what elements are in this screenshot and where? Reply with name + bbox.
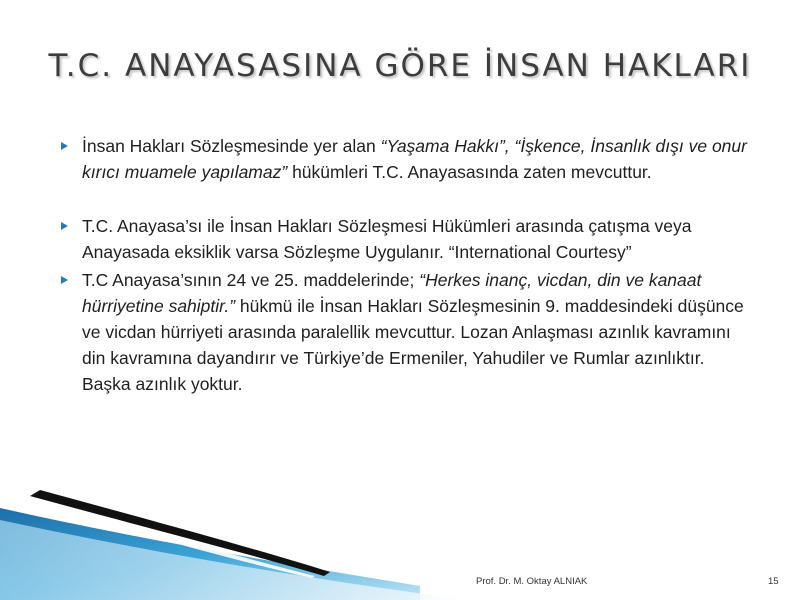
bullet-marker-icon (61, 142, 68, 150)
bullet-text: hükmü ile İnsan Hakları Sözleşmesinin 9. maddesindeki düşünce ve vicdan hürriyeti arasında paralellik mevcuttur. Lozan Anlaşması azınlık kavramını din kavramına dayandırır ve Türkiye’de Ermeniler, Yahudiler ve Rumlar azınlıktır. Başka azınlık yoktur. (82, 296, 744, 394)
bullet-text: İnsan Hakları Sözleşmesinde yer alan (82, 136, 381, 156)
page-number: 15 (768, 576, 779, 587)
bullet-text-italic: “Yaşama Hakkı”, “İşkence, İnsanlık dışı ve onur kırıcı muamele yapılamaz” (82, 136, 747, 182)
bullet-text: T.C Anayasa’sının 24 ve 25. maddelerinde; (82, 270, 420, 290)
footer-author: Prof. Dr. M. Oktay ALNIAK (476, 576, 588, 587)
slide-title: T.C. ANAYASASINA GÖRE İNSAN HAKLARI (48, 48, 752, 84)
decorative-swoosh (0, 490, 800, 600)
bullet-text-italic: “Herkes inanç, vicdan, din ve kanaat hürriyetine sahiptir.” (82, 270, 702, 316)
bullet-marker-icon (61, 276, 68, 284)
bullet-item (60, 213, 750, 265)
bullet-item (60, 267, 750, 397)
bullet-list (60, 133, 750, 397)
bullet-text: T.C. Anayasa’sı ile İnsan Hakları Sözleşmesi Hükümleri arasında çatışma veya Anayasada eksiklik varsa Sözleşme Uygulanır. “International Courtesy” (82, 216, 692, 262)
bullet-item (60, 133, 750, 185)
bullet-text: hükümleri T.C. Anayasasında zaten mevcuttur. (287, 162, 652, 182)
bullet-marker-icon (61, 222, 68, 230)
